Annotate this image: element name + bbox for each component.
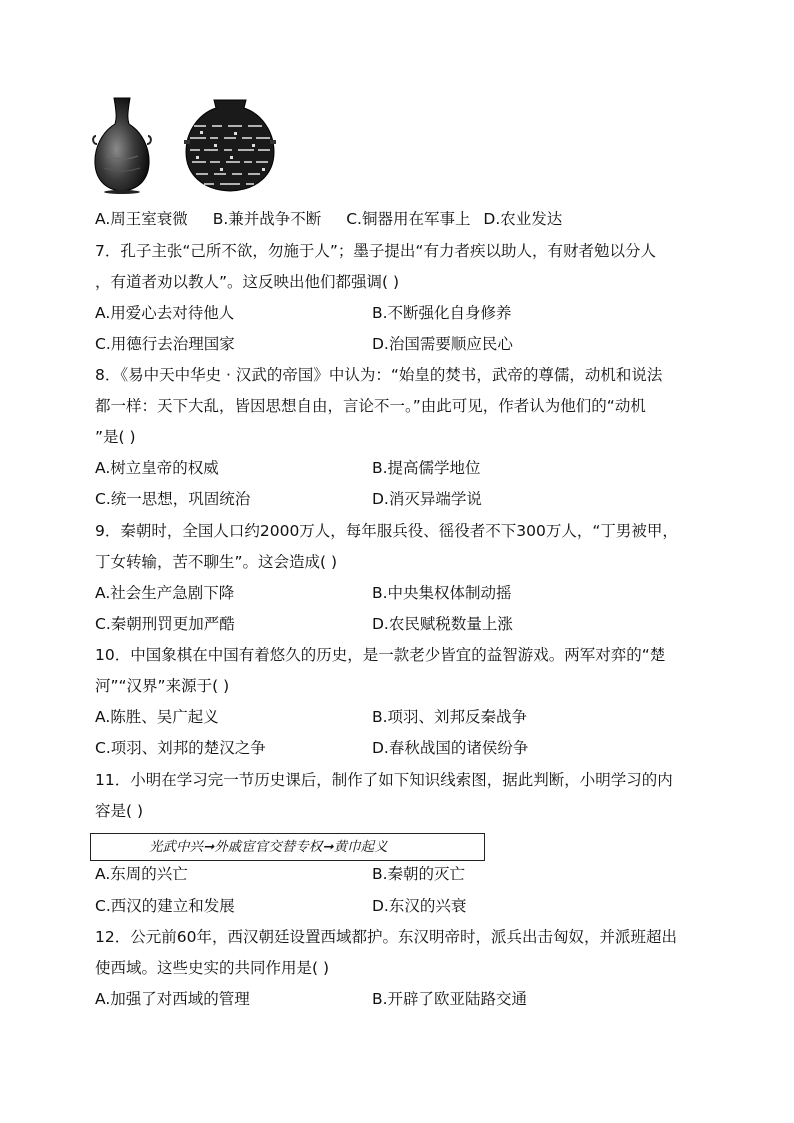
question-10-stem-line: 河”“汉界”来源于( ) (95, 677, 230, 695)
question-9-stem-line: 丁女转输，苦不聊生”。这会造成( ) (95, 553, 338, 571)
question-10-stem-line: 10．中国象棋在中国有着悠久的历史，是一款老少皆宜的益智游戏。两军对弈的“楚 (95, 646, 666, 664)
question-9-stem-line: 9．秦朝时，全国人口约2000万人，每年服兵役、徭役者不下300万人，“丁男被甲， (95, 522, 678, 540)
option[interactable]: A.用爱心去对待他人 (95, 304, 235, 322)
question-11-options-row (95, 863, 715, 885)
question-12-stem-line: 使西域。这些史实的共同作用是( ) (95, 959, 330, 977)
option[interactable]: B.开辟了欧亚陆路交通 (372, 990, 528, 1008)
question-7-stem-line: ，有道者劝以教人”。这反映出他们都强调( ) (95, 273, 400, 291)
option[interactable]: D.东汉的兴衰 (372, 897, 467, 915)
option[interactable]: A.周王室衰微 (95, 210, 188, 228)
option[interactable]: D.农民赋税数量上涨 (372, 615, 513, 633)
option[interactable]: B.提高儒学地位 (372, 459, 481, 477)
option[interactable]: A.陈胜、吴广起义 (95, 708, 219, 726)
option[interactable]: D.春秋战国的诸侯纷争 (372, 739, 529, 757)
option[interactable]: D.农业发达 (483, 210, 563, 228)
option[interactable]: A.加强了对西域的管理 (95, 990, 250, 1008)
question-11-stem-line: 11．小明在学习完一节历史课后，制作了如下知识线索图，据此判断，小明学习的内 (95, 771, 673, 789)
option[interactable]: B.兼并战争不断 (212, 210, 322, 228)
option[interactable]: B.秦朝的灭亡 (372, 865, 466, 883)
question-8-stem-line: 都一样：天下大乱，皆因思想自由，言论不一。”由此可见，作者认为他们的“动机 (95, 397, 646, 415)
question-12-options-row (95, 988, 715, 1010)
knowledge-chain-text: 光武中兴➞外戚宦官交替专权➞黄巾起义 (149, 839, 388, 855)
question-10-options-row (95, 706, 715, 728)
question-8-options-row (95, 488, 715, 510)
option[interactable]: C.统一思想，巩固统治 (95, 490, 251, 508)
question-8-stem-line: ”是( ) (95, 428, 136, 446)
option[interactable]: D.消灭异端学说 (372, 490, 482, 508)
option[interactable]: B.中央集权体制动摇 (372, 584, 512, 602)
bronze-vase-icon (92, 96, 152, 194)
question-8-options-row (95, 457, 715, 479)
question-10-options-row (95, 737, 715, 759)
question-7-options-row (95, 302, 715, 324)
option[interactable]: A.树立皇帝的权威 (95, 459, 219, 477)
question-11-stem-line: 容是( ) (95, 802, 144, 820)
bronze-jar-icon (184, 96, 276, 194)
question-6-options (95, 208, 582, 230)
option[interactable]: B.不断强化自身修养 (372, 304, 512, 322)
option[interactable]: D.治国需要顺应民心 (372, 335, 513, 353)
question-11-options-row (95, 895, 715, 917)
question-7-options-row (95, 333, 715, 355)
question-9-options-row (95, 582, 715, 604)
question-8-stem-line: 8．《易中天中华史 · 汉武的帝国》中认为：“始皇的焚书，武帝的尊儒，动机和说法 (95, 366, 663, 384)
option[interactable]: B.项羽、刘邦反秦战争 (372, 708, 528, 726)
option[interactable]: C.秦朝刑罚更加严酷 (95, 615, 235, 633)
option[interactable]: C.项羽、刘邦的楚汉之争 (95, 739, 266, 757)
question-12-stem-line: 12．公元前60年，西汉朝廷设置西域都护。东汉明帝时，派兵出击匈奴，并派班超出 (95, 928, 677, 946)
question-7-stem-line: 7．孔子主张“己所不欲，勿施于人”；墨子提出“有力者疾以助人，有财者勉以分人 (95, 242, 656, 260)
knowledge-chain-box (90, 833, 485, 861)
option[interactable]: C.铜器用在军事上 (346, 210, 471, 228)
option[interactable]: C.西汉的建立和发展 (95, 897, 235, 915)
option[interactable]: A.社会生产急剧下降 (95, 584, 235, 602)
option[interactable]: C.用德行去治理国家 (95, 335, 235, 353)
question-9-options-row (95, 613, 715, 635)
option[interactable]: A.东周的兴亡 (95, 865, 188, 883)
